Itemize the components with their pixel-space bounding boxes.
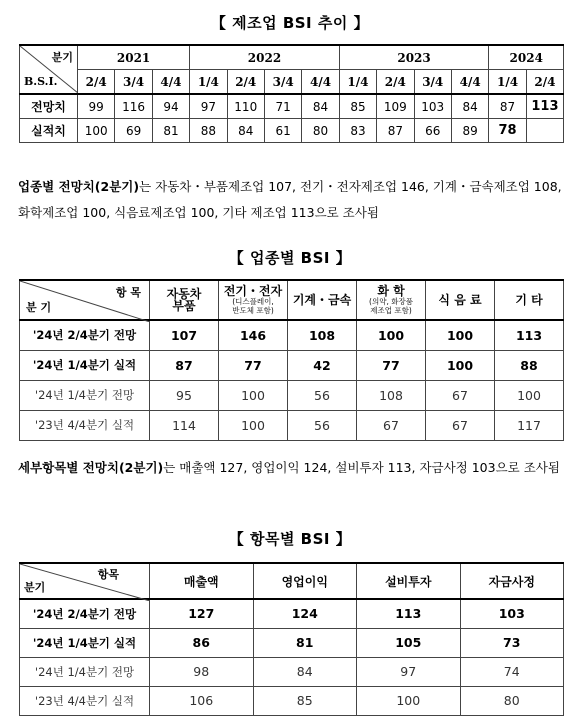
table-cell: 113 [495, 320, 564, 350]
table-cell: 106 [150, 686, 254, 715]
table-cell: 80 [460, 686, 564, 715]
actual-value: 100 [78, 119, 115, 143]
item-bsi-table [19, 562, 564, 716]
outlook-value: 110 [227, 94, 264, 119]
item-outlook-paragraph [18, 455, 573, 481]
table1-title: 【 제조업 BSI 추이 】 [210, 14, 370, 32]
table-cell: 95 [150, 380, 219, 410]
column-header-main: 화 학 [377, 284, 405, 298]
actual-value: 87 [377, 119, 414, 143]
header-item-label: 항목 [97, 568, 119, 581]
column-header-4 [426, 280, 495, 320]
actual-value [526, 119, 563, 143]
table-cell: 103 [460, 599, 564, 628]
year-2021: 2021 [78, 45, 190, 70]
row-label: '23년 4/4분기 실적 [20, 410, 150, 440]
table-cell: 146 [219, 320, 288, 350]
column-header-main: 식 음 료 [438, 293, 482, 307]
table-row [20, 657, 564, 686]
row-label: '24년 1/4분기 전망 [20, 380, 150, 410]
table-row [20, 599, 564, 628]
outlook-value: 103 [414, 94, 451, 119]
header-quarter-label: 분 기 [26, 301, 52, 314]
table2-title: 【 업종별 BSI 】 [228, 249, 352, 267]
year-2023: 2023 [339, 45, 489, 70]
table-cell: 117 [495, 410, 564, 440]
column-header-1: 영업이익 [253, 563, 357, 599]
table-cell: 81 [253, 628, 357, 657]
outlook-value: 84 [302, 94, 339, 119]
row-label: '23년 4/4분기 실적 [20, 686, 150, 715]
actual-value: 80 [302, 119, 339, 143]
paragraph-text: 는 자동차・부품제조업 107, 전기・전자제조업 146, 기계・금속제조업 108, 화학제조업 100, 식음료제조업 100, 기타 제조업 113으로 조사됨 [18, 179, 562, 220]
quarter-header: 4/4 [302, 70, 339, 95]
table-cell: 100 [219, 380, 288, 410]
table-cell: 67 [426, 380, 495, 410]
table-cell: 100 [219, 410, 288, 440]
outlook-value: 97 [190, 94, 227, 119]
column-header-sub2: 제조업 포함) [370, 306, 412, 315]
quarter-header: 4/4 [451, 70, 488, 95]
row-label: '24년 2/4분기 전망 [20, 599, 150, 628]
row-label-actual: 실적치 [20, 119, 78, 143]
table-cell: 97 [357, 657, 461, 686]
industry-bsi-table [19, 279, 564, 441]
quarter-header: 2/4 [526, 70, 563, 95]
column-header-1 [219, 280, 288, 320]
quarter-header: 3/4 [414, 70, 451, 95]
actual-value: 89 [451, 119, 488, 143]
actual-value: 69 [115, 119, 152, 143]
quarter-header: 1/4 [339, 70, 376, 95]
outlook-value: 71 [264, 94, 301, 119]
table-cell: 107 [150, 320, 219, 350]
table-cell: 108 [357, 380, 426, 410]
column-header-2: 설비투자 [357, 563, 461, 599]
manufacturing-bsi-trend-table [19, 44, 564, 143]
actual-value: 66 [414, 119, 451, 143]
header-quarter-label: 분기 [24, 581, 46, 594]
outlook-value: 109 [377, 94, 414, 119]
outlook-value: 85 [339, 94, 376, 119]
table-cell: 100 [426, 320, 495, 350]
row-label-outlook: 전망치 [20, 94, 78, 119]
table-cell: 74 [460, 657, 564, 686]
table-cell: 86 [150, 628, 254, 657]
quarter-header: 2/4 [377, 70, 414, 95]
paragraph-heading: 세부항목별 전망치(2분기) [18, 460, 164, 475]
row-label: '24년 2/4분기 전망 [20, 320, 150, 350]
column-header-main: 기 타 [515, 293, 543, 307]
table-cell: 100 [495, 380, 564, 410]
year-2024: 2024 [489, 45, 564, 70]
paragraph-heading: 업종별 전망치(2분기) [18, 179, 140, 194]
column-header-sub: 부품 [172, 299, 196, 313]
column-header-main: 전기・전자 [223, 284, 283, 298]
industry-outlook-paragraph [18, 174, 573, 226]
header-corner-cell [20, 280, 150, 320]
table3-title: 【 항목별 BSI 】 [228, 530, 352, 548]
table-cell: 73 [460, 628, 564, 657]
quarter-header: 3/4 [264, 70, 301, 95]
table-cell: 42 [288, 350, 357, 380]
table-cell: 113 [357, 599, 461, 628]
column-header-3 [357, 280, 426, 320]
header-bsi-label: B.S.I. [24, 75, 58, 88]
quarter-header: 2/4 [227, 70, 264, 95]
table-cell: 77 [219, 350, 288, 380]
column-header-main: 자동차 [166, 287, 202, 301]
quarter-header: 4/4 [152, 70, 189, 95]
column-header-3: 자금사정 [460, 563, 564, 599]
table-row [20, 410, 564, 440]
table-cell: 105 [357, 628, 461, 657]
actual-value: 61 [264, 119, 301, 143]
table-cell: 77 [357, 350, 426, 380]
outlook-value: 99 [78, 94, 115, 119]
table-cell: 127 [150, 599, 254, 628]
table-cell: 87 [150, 350, 219, 380]
table-cell: 88 [495, 350, 564, 380]
column-header-0 [150, 280, 219, 320]
actual-value: 78 [489, 119, 526, 143]
table-cell: 114 [150, 410, 219, 440]
header-item-label: 항 목 [115, 286, 141, 299]
table-row [20, 628, 564, 657]
quarter-header: 2/4 [78, 70, 115, 95]
row-label: '24년 1/4분기 실적 [20, 628, 150, 657]
paragraph-text: 는 매출액 127, 영업이익 124, 설비투자 113, 자금사정 103으로 조사됨 [163, 460, 560, 475]
table-cell: 56 [288, 410, 357, 440]
table-cell: 124 [253, 599, 357, 628]
table-cell: 98 [150, 657, 254, 686]
outlook-value: 94 [152, 94, 189, 119]
table-cell: 56 [288, 380, 357, 410]
row-label: '24년 1/4분기 전망 [20, 657, 150, 686]
table-cell: 100 [357, 686, 461, 715]
table-row [20, 320, 564, 350]
table-row [20, 380, 564, 410]
table-cell: 100 [357, 320, 426, 350]
actual-value: 84 [227, 119, 264, 143]
actual-value: 81 [152, 119, 189, 143]
column-header-sub: (의약, 화장품 [369, 297, 413, 306]
actual-value: 88 [190, 119, 227, 143]
header-quarter-label: 분기 [51, 51, 73, 64]
column-header-sub: (디스플레이, [232, 297, 274, 306]
outlook-value: 84 [451, 94, 488, 119]
quarter-header: 1/4 [190, 70, 227, 95]
header-corner-cell [20, 563, 150, 599]
outlook-value: 116 [115, 94, 152, 119]
outlook-value: 87 [489, 94, 526, 119]
header-corner-cell [20, 45, 78, 94]
table-cell: 108 [288, 320, 357, 350]
table-cell: 100 [426, 350, 495, 380]
actual-value: 83 [339, 119, 376, 143]
quarter-header: 1/4 [489, 70, 526, 95]
table-cell: 85 [253, 686, 357, 715]
column-header-sub2: 반도체 포함) [232, 306, 274, 315]
table-row [20, 686, 564, 715]
table-cell: 67 [426, 410, 495, 440]
quarter-header: 3/4 [115, 70, 152, 95]
table-cell: 84 [253, 657, 357, 686]
column-header-main: 기계・금속 [292, 293, 352, 307]
row-label: '24년 1/4분기 실적 [20, 350, 150, 380]
table-cell: 67 [357, 410, 426, 440]
year-2022: 2022 [190, 45, 340, 70]
column-header-0: 매출액 [150, 563, 254, 599]
table-row [20, 350, 564, 380]
column-header-5 [495, 280, 564, 320]
column-header-2 [288, 280, 357, 320]
outlook-value: 113 [526, 94, 563, 119]
